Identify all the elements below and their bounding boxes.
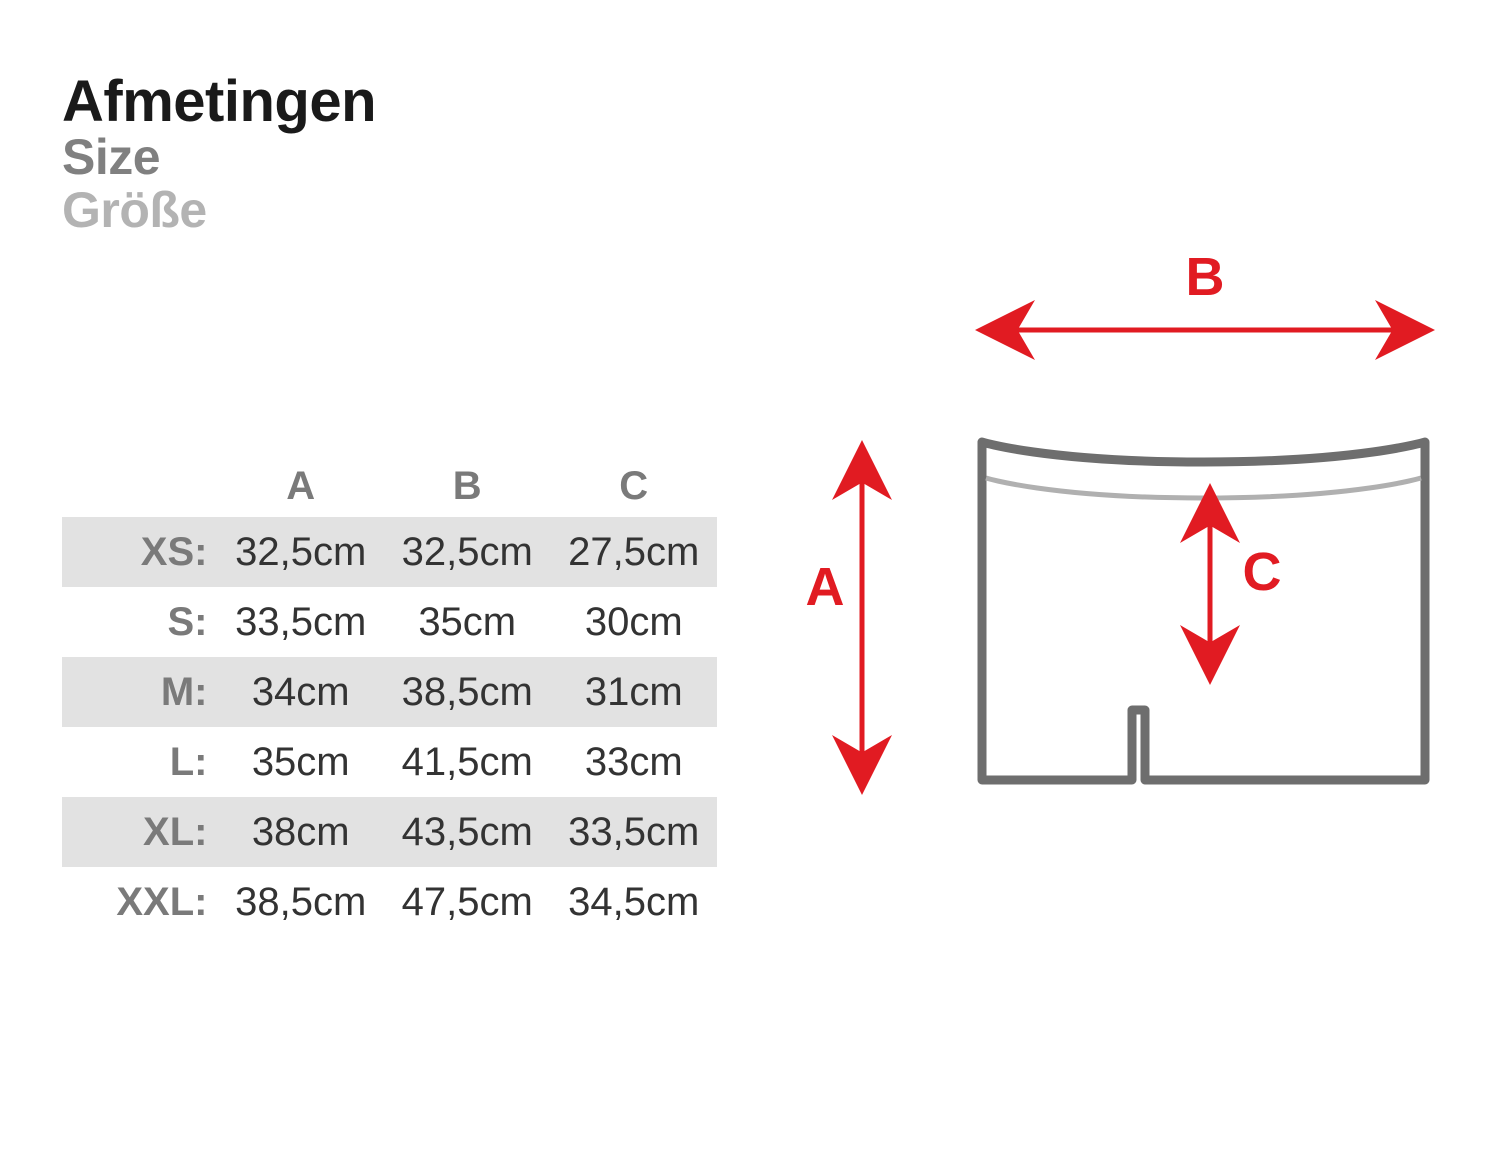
column-header-c: C: [619, 463, 649, 508]
title-block: [62, 69, 376, 238]
cell-m-b: 38,5cm: [401, 669, 533, 714]
cell-s-b: 35cm: [418, 599, 517, 644]
cell-s-a: 33,5cm: [235, 599, 367, 644]
waistband-line: [986, 478, 1421, 498]
cell-m-c: 31cm: [584, 669, 683, 714]
table-corner-cell: [62, 455, 217, 517]
size-table: [62, 455, 717, 937]
column-header-b: B: [452, 463, 482, 508]
table-row: [62, 867, 717, 937]
measure-label-c: C: [1242, 542, 1282, 602]
table-row: [62, 727, 717, 797]
row-label-s: S:: [167, 599, 208, 644]
cell-m-a: 34cm: [251, 669, 350, 714]
cell-xxl-a: 38,5cm: [235, 879, 367, 924]
measure-label-b: B: [1185, 247, 1225, 307]
cell-xl-a: 38cm: [251, 809, 350, 854]
row-label-l: L:: [169, 739, 208, 784]
cell-xl-b: 43,5cm: [401, 809, 533, 854]
cell-xl-c: 33,5cm: [568, 809, 700, 854]
table-row: [62, 797, 717, 867]
row-label-xl: XL:: [143, 809, 208, 854]
cell-l-c: 33cm: [584, 739, 683, 784]
table-header-row: [62, 455, 717, 517]
table-row: [62, 587, 717, 657]
cell-xxl-c: 34,5cm: [568, 879, 700, 924]
table-row: [62, 517, 717, 587]
cell-l-a: 35cm: [251, 739, 350, 784]
measure-label-a: A: [805, 557, 845, 617]
cell-xs-c: 27,5cm: [568, 529, 700, 574]
cell-xxl-b: 47,5cm: [401, 879, 533, 924]
row-label-xs: XS:: [140, 529, 208, 574]
table-row: [62, 657, 717, 727]
page-title-english: Size: [62, 129, 161, 186]
size-table-wrapper: [62, 455, 717, 937]
cell-s-c: 30cm: [584, 599, 683, 644]
page-title-german: Größe: [62, 181, 207, 238]
cell-xs-b: 32,5cm: [401, 529, 533, 574]
column-header-a: A: [286, 463, 316, 508]
cell-l-b: 41,5cm: [401, 739, 533, 784]
row-label-m: M:: [160, 669, 208, 714]
shorts-measurement-diagram: [800, 210, 1480, 860]
page-title: Afmetingen: [62, 69, 376, 134]
cell-xs-a: 32,5cm: [235, 529, 367, 574]
shorts-outline: [982, 442, 1425, 780]
row-label-xxl: XXL:: [116, 879, 208, 924]
